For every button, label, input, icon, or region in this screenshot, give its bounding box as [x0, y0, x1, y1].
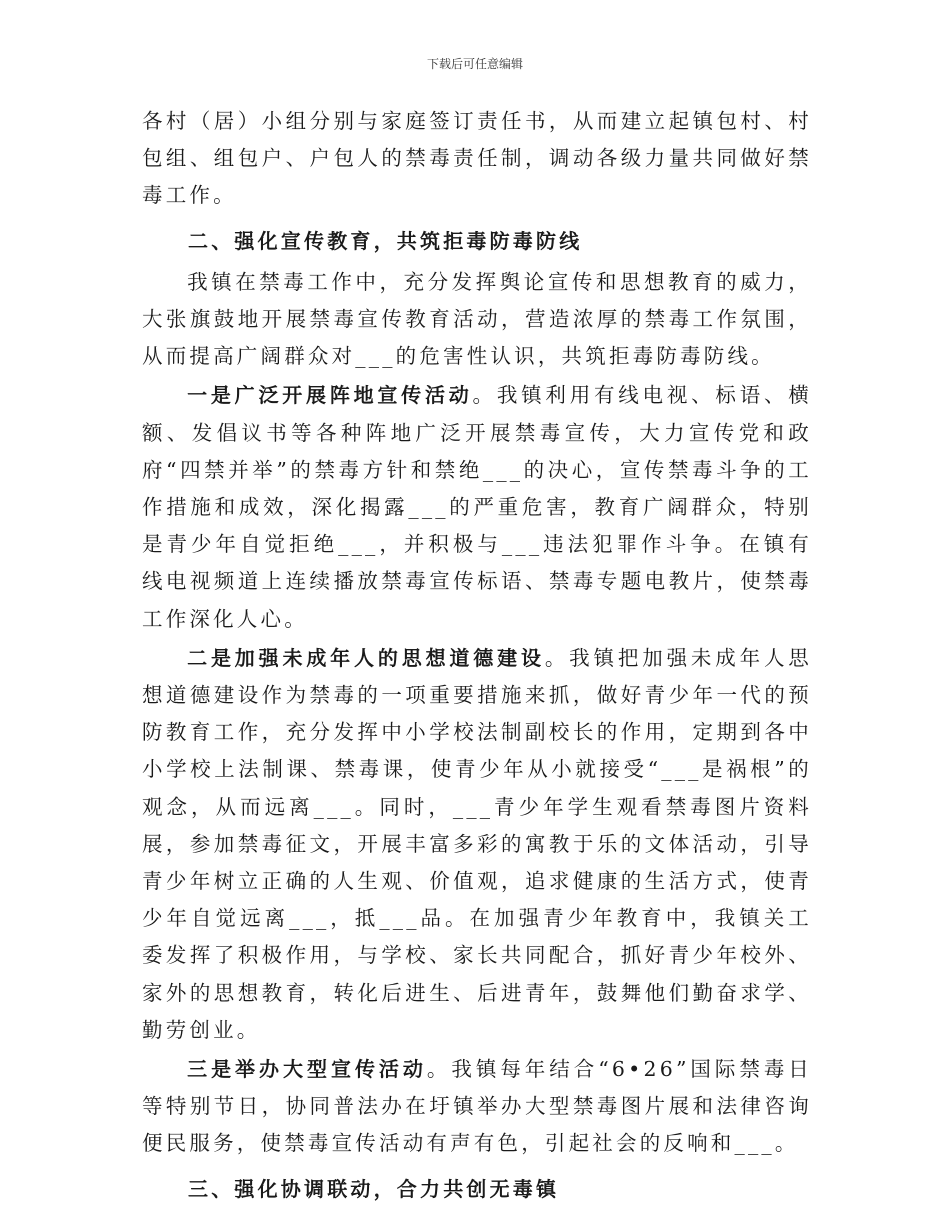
paragraph-intro: 我镇在禁毒工作中，充分发挥舆论宣传和思想教育的威力，大张旗鼓地开展禁毒宣传教育活动，营造浓厚的禁毒工作氛围，从而提高广阔群众对___的危害性认识，共筑拒毒防毒防线。: [142, 269, 812, 369]
point-2-lead: 二是加强未成年人的思想道德建设: [187, 645, 545, 670]
point-1-lead: 一是广泛开展阵地宣传活动: [187, 383, 473, 408]
section-heading-2: 二、强化宣传教育，共筑拒毒防毒防线: [188, 228, 583, 253]
paragraph-point-2: [142, 640, 812, 1049]
page-header: 下载后可任意编辑: [426, 57, 523, 71]
point-3-lead: 三是举办大型宣传活动: [187, 1057, 427, 1082]
point-1-body: 。我镇利用有线电视、标语、横额、发倡议书等各种阵地广泛开展禁毒宣传，大力宣传党和政府“四禁并举”的禁毒方针和禁绝___的决心，宣传禁毒斗争的工作措施和成效，深化揭露___的严重危害，教育广阔群众，特别是青少年自觉拒绝___，并积极与___违法犯罪作斗争。在镇有线电视频道上连续播放禁毒宣传标语、禁毒专题电教片，使禁毒工作深化人心。: [142, 383, 812, 631]
point-2-body: 。我镇把加强未成年人思想道德建设作为禁毒的一项重要措施来抓，做好青少年一代的预防教育工作，充分发挥中小学校法制副校长的作用，定期到各中小学校上法制课、禁毒课，使青少年从小就接受“___是祸根”的观念，从而远离___。同时，___青少年学生观看禁毒图片资料展，参加禁毒征文，开展丰富多彩的寓教于乐的文体活动，引导青少年树立正确的人生观、价值观，追求健康的生活方式，使青少年自觉远离___，抵___品。在加强青少年教育中，我镇关工委发挥了积极作用，与学校、家长共同配合，抓好青少年校外、家外的思想教育，转化后进生、后进青年，鼓舞他们勤奋求学、勤劳创业。: [142, 645, 813, 1042]
point-3-body: 。我镇每年结合“6•26”国际禁毒日等特别节日，协同普法办在圩镇举办大型禁毒图片展和法律咨询便民服务，使禁毒宣传活动有声有色，引起社会的反响和___。: [142, 1057, 813, 1156]
document-body: [142, 103, 812, 1212]
paragraph-continued: 各村（居）小组分别与家庭签订责任书，从而建立起镇包村、村包组、组包户、户包人的禁毒责任制，调动各级力量共同做好禁毒工作。: [142, 109, 812, 208]
paragraph-point-1: [142, 377, 812, 637]
paragraph-point-3: [142, 1051, 812, 1163]
section-heading-3: 三、强化协调联动，合力共创无毒镇: [188, 1176, 560, 1201]
